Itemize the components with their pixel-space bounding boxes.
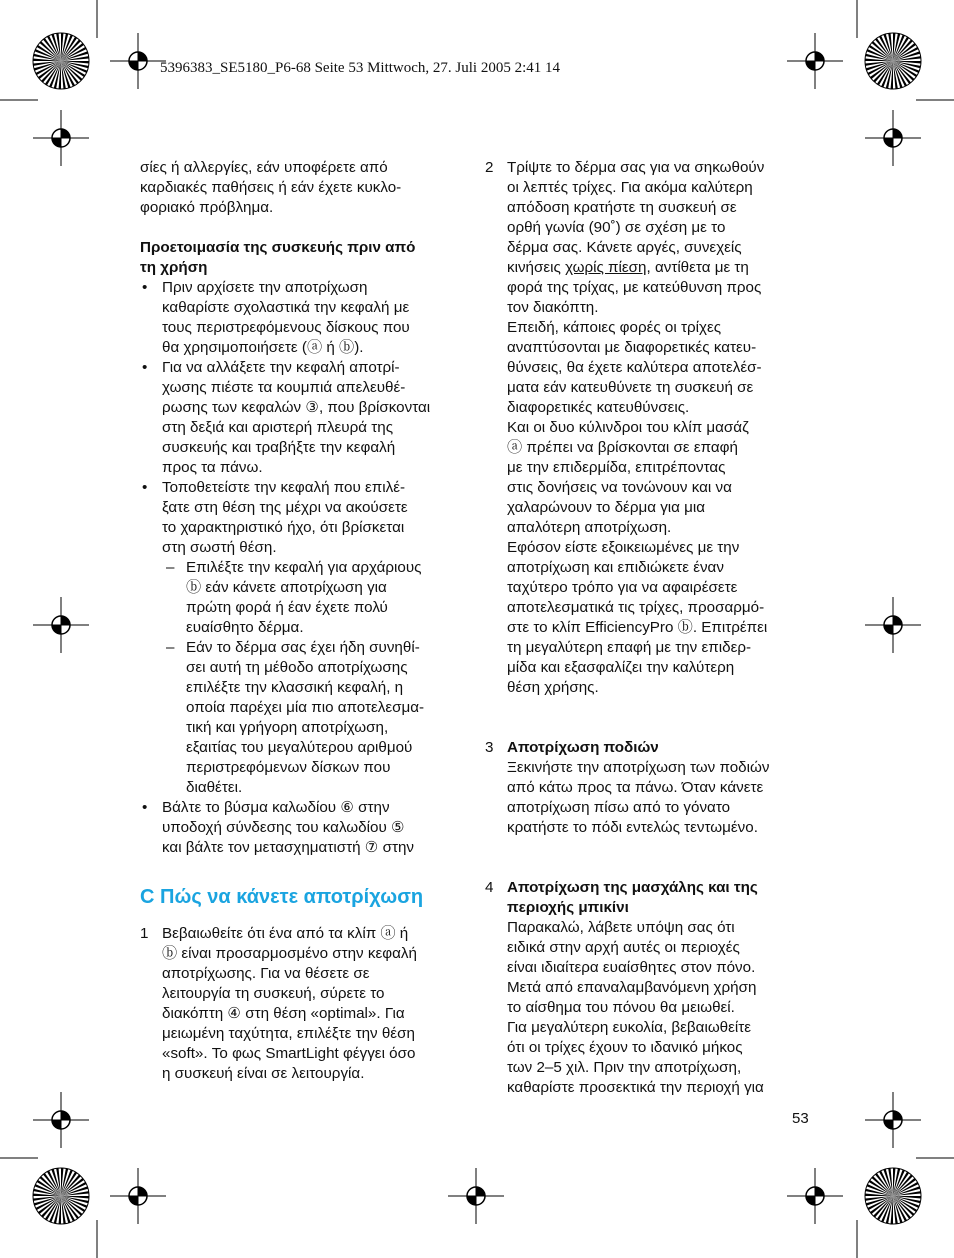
step-item bbox=[485, 158, 820, 698]
text-line: ταχύτερο τρόπο για να αφαιρέσετε bbox=[507, 579, 738, 596]
text-line: καρδιακές παθήσεις ή εάν έχετε κυκλο- bbox=[140, 179, 402, 196]
text-line: θύνσεις, θα έχετε καλύτερα αποτελέσ- bbox=[507, 359, 762, 376]
step-heading: περιοχής μπικίνι bbox=[507, 899, 629, 916]
bullet-mark: • bbox=[142, 479, 148, 496]
prep-heading bbox=[140, 238, 475, 278]
text-line: ματα εάν κατευθύνετε τη συσκευή σε bbox=[507, 379, 754, 396]
text-line: η συσκευή είναι σε λειτουργία. bbox=[162, 1065, 365, 1082]
text-line bbox=[507, 258, 820, 278]
text-line: αποτελεσματικά τις τρίχες, προσαρμό- bbox=[507, 599, 765, 616]
text-line: Εάν το δέρμα σας έχει ήδη συνηθί- bbox=[186, 639, 420, 656]
text-line: απόδοση κρατήστε τη συσκευή σε bbox=[507, 199, 737, 216]
text-line: θέση χρήσης. bbox=[507, 679, 599, 696]
text-line: λειτουργία τη συσκευή, σύρετε το bbox=[162, 985, 385, 1002]
left-column bbox=[140, 158, 475, 1084]
bullet-mark: • bbox=[142, 799, 148, 816]
text-line: υποδοχή σύνδεσης του καλωδίου ⑤ bbox=[162, 819, 405, 836]
text-line: προς τα πάνω. bbox=[162, 459, 263, 476]
step-number: 2 bbox=[485, 159, 494, 176]
text-line: Παρακαλώ, λάβετε υπόψη σας ότι bbox=[507, 919, 735, 936]
starburst-mark bbox=[33, 33, 89, 89]
text-line: Τοποθετείστε την κεφαλή που επιλέ- bbox=[162, 479, 406, 496]
text-line: εξαιτίας του μεγαλύτερου αριθμού bbox=[186, 739, 413, 756]
step-item bbox=[140, 924, 475, 1084]
text-line: «soft». Το φως SmartLight φέγγει όσο bbox=[162, 1045, 416, 1062]
bullet-item bbox=[140, 278, 475, 358]
dash-item bbox=[164, 638, 475, 798]
text-line: από κάτω προς τα πάνω. Όταν κάνετε bbox=[507, 779, 764, 796]
text-fragment: κινήσεις bbox=[507, 259, 566, 276]
bullet-item bbox=[140, 358, 475, 478]
step-number: 4 bbox=[485, 879, 494, 896]
text-line: Ξεκινήστε την αποτρίχωση των ποδιών bbox=[507, 759, 770, 776]
starburst-mark bbox=[865, 1168, 921, 1224]
step-heading: Αποτρίχωση ποδιών bbox=[507, 739, 659, 756]
step-number: 1 bbox=[140, 925, 149, 942]
text-line: Τρίψτε το δέρμα σας για να σηκωθούν bbox=[507, 159, 765, 176]
text-line: απαλότερη αποτρίχωση. bbox=[507, 519, 672, 536]
intro-paragraph bbox=[140, 158, 475, 218]
bullet-mark: • bbox=[142, 359, 148, 376]
text-line: τους περιστρεφόμενους δίσκους που bbox=[162, 319, 410, 336]
text-line: ⓑ εάν κάνετε αποτρίχωση για bbox=[186, 579, 387, 596]
text-line: ⓐ πρέπει να βρίσκονται σε επαφή bbox=[507, 439, 738, 456]
text-line: σίες ή αλλεργίες, εάν υποφέρετε από bbox=[140, 159, 388, 176]
starburst-mark bbox=[865, 33, 921, 89]
text-line: δέρμα σας. Κάνετε αργές, συνεχείς bbox=[507, 239, 742, 256]
text-line: αποτρίχωσης. Για να θέσετε σε bbox=[162, 965, 370, 982]
text-fragment: , αντίθετα με τη bbox=[646, 259, 749, 276]
page-number: 53 bbox=[792, 1110, 809, 1127]
text-line: Για μεγαλύτερη ευκολία, βεβαιωθείτε bbox=[507, 1019, 752, 1036]
bullet-mark: • bbox=[142, 279, 148, 296]
text-line: Επειδή, κάποιες φορές οι τρίχες bbox=[507, 319, 722, 336]
dash-item bbox=[164, 558, 475, 638]
text-line: χαλαρώνουν το δέρμα για μια bbox=[507, 499, 706, 516]
starburst-mark bbox=[33, 1168, 89, 1224]
text-line: ευαίσθητο δέρμα. bbox=[186, 619, 304, 636]
text-line: φορά της τρίχας, με κατεύθυνση προς bbox=[507, 279, 762, 296]
text-line: στη σωστή θέση. bbox=[162, 539, 277, 556]
text-line: τον διακόπτη. bbox=[507, 299, 599, 316]
bullet-item bbox=[140, 478, 475, 798]
text-line: καθαρίστε σχολαστικά την κεφαλή με bbox=[162, 299, 410, 316]
dash-mark: – bbox=[166, 639, 175, 656]
step-item bbox=[485, 738, 820, 838]
text-line: κρατήστε το πόδι εντελώς τεντωμένο. bbox=[507, 819, 758, 836]
text-line: Για να αλλάξετε την κεφαλή αποτρί- bbox=[162, 359, 400, 376]
text-line: Εφόσον είστε εξοικειωμένες με την bbox=[507, 539, 740, 556]
text-line: μειωμένη ταχύτητα, επιλέξτε την θέση bbox=[162, 1025, 415, 1042]
print-slug: 5396383_SE5180_P6-68 Seite 53 Mittwoch, 27. Juli 2005 2:41 14 bbox=[160, 60, 561, 76]
text-line: χωσης πιέστε τα κουμπιά απελευθέ- bbox=[162, 379, 406, 396]
text-line: Επιλέξτε την κεφαλή για αρχάριους bbox=[186, 559, 422, 576]
text-line: διαθέτει. bbox=[186, 779, 243, 796]
text-line: Βάλτε το βύσμα καλωδίου ⑥ στην bbox=[162, 799, 390, 816]
text-line: μίδα και εξασφαλίζει την καλύτερη bbox=[507, 659, 735, 676]
text-line: ειδικά στην αρχή αυτές οι περιοχές bbox=[507, 939, 740, 956]
text-line: διακόπτη ④ στη θέση «optimal». Για bbox=[162, 1005, 405, 1022]
text-line: καθαρίστε προσεκτικά την περιοχή για bbox=[507, 1079, 764, 1096]
text-line: ότι οι τρίχες έχουν το ιδανικό μήκος bbox=[507, 1039, 743, 1056]
text-line: οποία παρέχει μία πιο αποτελεσμα- bbox=[186, 699, 425, 716]
text-line: θα χρησιμοποιήσετε (ⓐ ή ⓑ). bbox=[162, 339, 364, 356]
text-line: το αίσθημα του πόνου θα μειωθεί. bbox=[507, 999, 735, 1016]
text-line: επιλέξτε την κλασσική κεφαλή, η bbox=[186, 679, 404, 696]
step-heading: Αποτρίχωση της μασχάλης και της bbox=[507, 879, 758, 896]
text-line: και βάλτε τον μετασχηματιστή ⑦ στην bbox=[162, 839, 414, 856]
text-line: Προετοιμασία της συσκευής πριν από bbox=[140, 239, 416, 256]
text-line: σει αυτή τη μέθοδο αποτρίχωσης bbox=[186, 659, 408, 676]
text-line: ⓑ είναι προσαρμοσμένο στην κεφαλή bbox=[162, 945, 417, 962]
text-line: ξατε στη θέση της μέχρι να ακούσετε bbox=[162, 499, 408, 516]
text-line: με την επιδερμίδα, επιτρέποντας bbox=[507, 459, 726, 476]
text-line: τη χρήση bbox=[140, 259, 208, 276]
step-item bbox=[485, 878, 820, 1098]
text-line: στη δεξιά και αριστερή πλευρά της bbox=[162, 419, 394, 436]
step-number: 3 bbox=[485, 739, 494, 756]
underlined-text: χωρίς πίεση bbox=[565, 259, 647, 276]
text-line: αποτρίχωση και επιδιώκετε έναν bbox=[507, 559, 724, 576]
text-line: το χαρακτηριστικό ήχο, ότι βρίσκεται bbox=[162, 519, 405, 536]
text-line: Πριν αρχίσετε την αποτρίχωση bbox=[162, 279, 368, 296]
text-line: ρωσης των κεφαλών ③, που βρίσκονται bbox=[162, 399, 431, 416]
section-heading: C Πώς να κάνετε αποτρίχωση bbox=[140, 886, 424, 908]
text-line: ορθή γωνία (90˚) σε σχέση με το bbox=[507, 219, 726, 236]
text-line: στις δονήσεις να τονώνουν και να bbox=[507, 479, 732, 496]
text-line: είναι ιδιαίτερα ευαίσθητες στον πόνο. bbox=[507, 959, 756, 976]
text-line: Βεβαιωθείτε ότι ένα από τα κλίπ ⓐ ή bbox=[162, 925, 409, 942]
text-line: διαφορετικές κατευθύνσεις. bbox=[507, 399, 690, 416]
text-line: Και οι δυο κύλινδροι του κλίπ μασάζ bbox=[507, 419, 749, 436]
text-line: στε το κλίπ EfficiencyPro ⓑ. Επιτρέπει bbox=[507, 619, 768, 636]
text-line: των 2–5 χιλ. Πριν την αποτρίχωση, bbox=[507, 1059, 742, 1076]
text-line: τική και γρήγορη αποτρίχωση, bbox=[186, 719, 389, 736]
bullet-item bbox=[140, 798, 475, 858]
right-column bbox=[485, 158, 820, 1098]
dash-mark: – bbox=[166, 559, 175, 576]
text-line: φοριακό πρόβλημα. bbox=[140, 199, 274, 216]
text-line: τη μεγαλύτερη επαφή με την επιδερ- bbox=[507, 639, 752, 656]
text-line: οι λεπτές τρίχες. Για ακόμα καλύτερη bbox=[507, 179, 753, 196]
text-line: αποτρίχωση πίσω από το γόνατο bbox=[507, 799, 731, 816]
text-line: Μετά από επαναλαμβανόμενη χρήση bbox=[507, 979, 757, 996]
text-line: αναπτύσονται με διαφορετικές κατευ- bbox=[507, 339, 757, 356]
text-line: πρώτη φορά ή έαν έχετε πολύ bbox=[186, 599, 388, 616]
text-line: συσκευής και τραβήξτε την κεφαλή bbox=[162, 439, 396, 456]
text-line: περιστρεφόμενων δίσκων που bbox=[186, 759, 391, 776]
